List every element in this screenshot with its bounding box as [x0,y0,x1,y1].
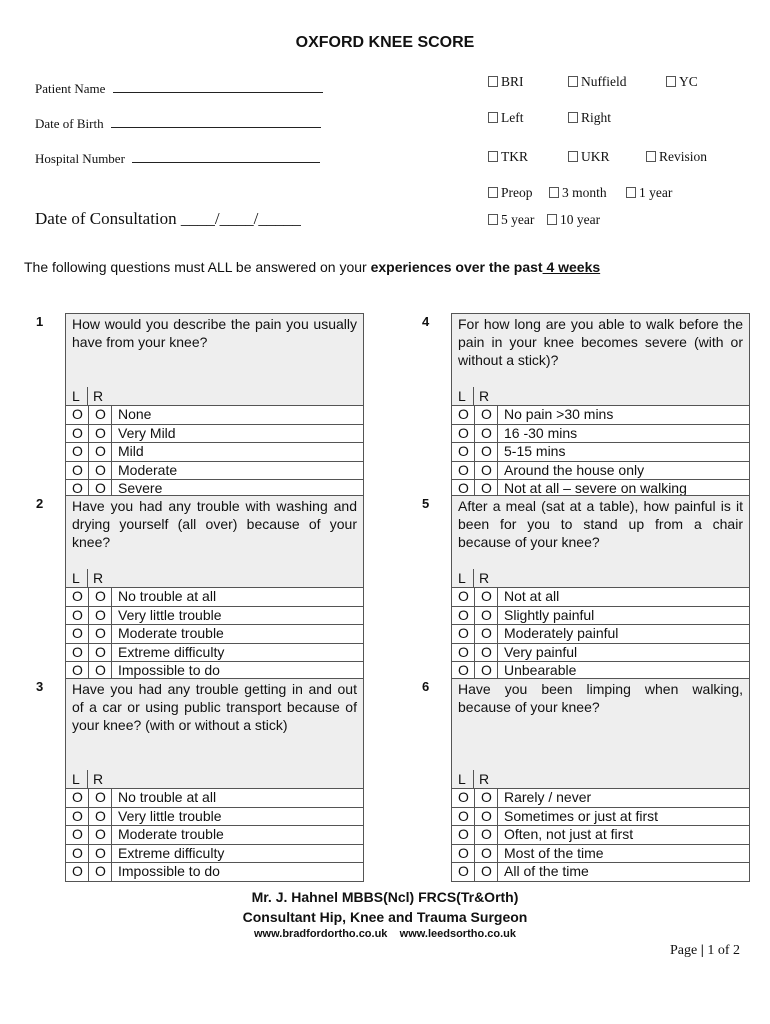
question-number: 6 [422,679,430,694]
answer-row [66,461,363,480]
left-radio[interactable]: O [66,606,89,625]
question-number: 4 [422,314,430,329]
left-col-label: L [66,569,88,587]
answer-row [66,844,363,863]
side-header [66,770,363,788]
answer-label: All of the time [498,863,750,881]
answer-table [66,587,363,680]
question-box [451,495,750,681]
left-radio[interactable]: O [452,625,475,644]
answer-label: Very little trouble [112,807,364,826]
answer-label: 16 -30 mins [498,424,750,443]
answer-label: No trouble at all [112,588,364,607]
option-tkr[interactable]: TKR [488,149,528,165]
answer-row [66,625,363,644]
answer-label: Very painful [498,643,750,662]
answer-label: Moderate [112,461,364,480]
footer [0,887,770,941]
answer-label: Severe [112,480,364,498]
answer-table [452,405,749,498]
page-title: OXFORD KNEE SCORE [295,34,475,51]
answer-label: Slightly painful [498,606,750,625]
right-radio[interactable]: O [475,662,498,680]
right-radio[interactable]: O [475,863,498,881]
checkbox-icon[interactable] [626,187,636,198]
answer-label: No pain >30 mins [498,406,750,425]
answer-row [452,826,749,845]
left-radio[interactable]: O [452,807,475,826]
answer-table [452,788,749,881]
right-radio[interactable]: O [475,807,498,826]
right-radio[interactable]: O [89,807,112,826]
patient-name-label: Patient Name [35,81,106,96]
right-radio[interactable]: O [89,461,112,480]
answer-label: Extreme difficulty [112,643,364,662]
answer-table [66,788,363,881]
answer-row [66,863,363,881]
answer-label: Moderate trouble [112,826,364,845]
side-header [66,387,363,405]
option-ukr[interactable]: UKR [568,149,610,165]
left-radio[interactable]: O [66,863,89,881]
right-radio[interactable]: O [475,443,498,462]
right-radio[interactable]: O [475,625,498,644]
answer-label: Extreme difficulty [112,844,364,863]
answer-row [452,588,749,607]
answer-label: Mild [112,443,364,462]
answer-row [66,826,363,845]
answer-row [452,606,749,625]
answer-row [452,625,749,644]
consultation-date-field[interactable]: Date of Consultation ____/____/_____ [35,209,301,228]
left-radio[interactable]: O [452,461,475,480]
answer-row [66,662,363,680]
question-box [65,495,364,681]
answer-table [452,587,749,680]
dob-field[interactable] [35,116,321,132]
right-col-label: R [93,771,104,787]
checkbox-icon[interactable] [488,187,498,198]
answer-label: 5-15 mins [498,443,750,462]
hospital-number-line[interactable] [132,151,320,163]
answer-label: Very little trouble [112,606,364,625]
question-number: 5 [422,496,430,511]
left-radio[interactable]: O [66,424,89,443]
right-col-label: R [479,570,490,586]
right-radio[interactable]: O [89,588,112,607]
left-radio[interactable]: O [452,588,475,607]
answer-row [66,406,363,425]
answer-label: Often, not just at first [498,826,750,845]
left-radio[interactable]: O [452,826,475,845]
answer-row [452,461,749,480]
question-box [451,313,750,499]
answer-row [66,807,363,826]
right-radio[interactable]: O [89,863,112,881]
option-3-month[interactable]: 3 month [549,185,607,201]
right-radio[interactable]: O [89,643,112,662]
left-radio[interactable]: O [452,844,475,863]
option-5-year[interactable]: 5 year [488,212,534,228]
answer-label: Not at all – severe on walking [498,480,750,498]
left-radio[interactable]: O [66,588,89,607]
question-text: Have you had any trouble getting in and out of a car or using public transport because of your knee? (with or without a stick) [66,679,363,770]
left-radio[interactable]: O [452,443,475,462]
question-text: For how long are you able to walk before the pain in your knee becomes severe (with or without a stick)? [452,314,749,387]
left-radio[interactable]: O [66,789,89,808]
checkbox-icon[interactable] [646,151,656,162]
right-col-label: R [479,771,490,787]
websites: www.bradfordortho.co.uk www.leedsortho.co.uk [254,928,516,940]
right-col-label: R [93,570,104,586]
side-header [66,569,363,587]
left-radio[interactable]: O [452,480,475,498]
dob-line[interactable] [111,116,321,128]
answer-label: Moderately painful [498,625,750,644]
answer-label: Most of the time [498,844,750,863]
right-radio[interactable]: O [475,606,498,625]
left-radio[interactable]: O [66,406,89,425]
dob-label: Date of Birth [35,116,104,131]
hospital-number-field[interactable] [35,151,320,167]
answer-label: Very Mild [112,424,364,443]
answer-row [66,424,363,443]
checkbox-icon[interactable] [549,187,559,198]
question-text: After a meal (sat at a table), how painful is it been for you to stand up from a chair because of your knee? [452,496,749,569]
checkbox-icon[interactable] [568,151,578,162]
right-radio[interactable]: O [475,480,498,498]
option-preop[interactable]: Preop [488,185,533,201]
side-header [452,770,749,788]
right-radio[interactable]: O [89,443,112,462]
checkbox-icon[interactable] [568,112,578,123]
left-radio[interactable]: O [452,789,475,808]
right-radio[interactable]: O [89,480,112,498]
answer-label: Rarely / never [498,789,750,808]
option-revision[interactable]: Revision [646,149,707,165]
left-col-label: L [66,770,88,788]
side-header [452,569,749,587]
right-col-label: R [479,388,490,404]
checkbox-icon[interactable] [488,214,498,225]
answer-label: Impossible to do [112,863,364,881]
instruction-text: The following questions must ALL be answered on your experiences over the past 4 weeks [24,259,601,275]
question-number: 2 [36,496,44,511]
question-box [65,678,364,882]
answer-row [452,406,749,425]
patient-name-line[interactable] [113,81,323,93]
answer-row [452,424,749,443]
answer-row [66,789,363,808]
left-col-label: L [452,569,474,587]
answer-row [452,807,749,826]
left-col-label: L [452,387,474,405]
option-bri[interactable]: BRI [488,74,524,90]
answer-table [66,405,363,498]
left-radio[interactable]: O [452,662,475,680]
left-radio[interactable]: O [66,844,89,863]
right-radio[interactable]: O [475,826,498,845]
left-radio[interactable]: O [66,807,89,826]
answer-label: Around the house only [498,461,750,480]
option-nuffield[interactable]: Nuffield [568,74,627,90]
right-radio[interactable]: O [89,625,112,644]
left-col-label: L [452,770,474,788]
option-left[interactable]: Left [488,110,524,126]
answer-label: No trouble at all [112,789,364,808]
page-number: Page | 1 of 2 [670,943,740,958]
left-radio[interactable]: O [452,406,475,425]
checkbox-icon[interactable] [568,76,578,87]
answer-row [66,588,363,607]
right-radio[interactable]: O [475,643,498,662]
question-text: How would you describe the pain you usually have from your knee? [66,314,363,387]
answer-row [452,643,749,662]
checkbox-icon[interactable] [488,76,498,87]
left-radio[interactable]: O [66,662,89,680]
answer-row [66,606,363,625]
question-box [451,678,750,882]
right-radio[interactable]: O [475,424,498,443]
answer-row [452,662,749,680]
right-radio[interactable]: O [475,461,498,480]
right-radio[interactable]: O [89,844,112,863]
question-box [65,313,364,499]
answer-label: Impossible to do [112,662,364,680]
option-right[interactable]: Right [568,110,611,126]
left-radio[interactable]: O [66,625,89,644]
option-10-year[interactable]: 10 year [547,212,600,228]
left-col-label: L [66,387,88,405]
right-col-label: R [93,388,104,404]
right-radio[interactable]: O [475,406,498,425]
surgeon-name: Mr. J. Hahnel MBBS(Ncl) FRCS(Tr&Orth) [251,889,519,905]
answer-label: Unbearable [498,662,750,680]
left-radio[interactable]: O [66,643,89,662]
answer-label: Sometimes or just at first [498,807,750,826]
answer-label: Not at all [498,588,750,607]
left-radio[interactable]: O [66,461,89,480]
answer-row [452,863,749,881]
hospital-number-label: Hospital Number [35,151,125,166]
question-number: 1 [36,314,44,329]
left-radio[interactable]: O [66,480,89,498]
surgeon-role: Consultant Hip, Knee and Trauma Surgeon [242,909,528,925]
answer-row [66,643,363,662]
right-radio[interactable]: O [89,789,112,808]
checkbox-icon[interactable] [488,112,498,123]
question-text: Have you been limping when walking, because of your knee? [452,679,749,770]
answer-label: Moderate trouble [112,625,364,644]
right-radio[interactable]: O [475,588,498,607]
question-number: 3 [36,679,44,694]
left-radio[interactable]: O [452,643,475,662]
right-radio[interactable]: O [89,606,112,625]
left-radio[interactable]: O [452,863,475,881]
option-1-year[interactable]: 1 year [626,185,672,201]
answer-row [452,443,749,462]
right-radio[interactable]: O [475,844,498,863]
question-text: Have you had any trouble with washing and drying yourself (all over) because of your knee? [66,496,363,569]
side-header [452,387,749,405]
right-radio[interactable]: O [89,424,112,443]
right-radio[interactable]: O [89,826,112,845]
patient-name-field[interactable] [35,81,323,97]
left-radio[interactable]: O [66,826,89,845]
left-radio[interactable]: O [66,443,89,462]
right-radio[interactable]: O [475,789,498,808]
checkbox-icon[interactable] [666,76,676,87]
answer-row [66,443,363,462]
answer-label: None [112,406,364,425]
left-radio[interactable]: O [452,424,475,443]
checkbox-icon[interactable] [488,151,498,162]
checkbox-icon[interactable] [547,214,557,225]
left-radio[interactable]: O [452,606,475,625]
right-radio[interactable]: O [89,406,112,425]
right-radio[interactable]: O [89,662,112,680]
answer-row [452,844,749,863]
answer-row [452,789,749,808]
option-yc[interactable]: YC [666,74,698,90]
